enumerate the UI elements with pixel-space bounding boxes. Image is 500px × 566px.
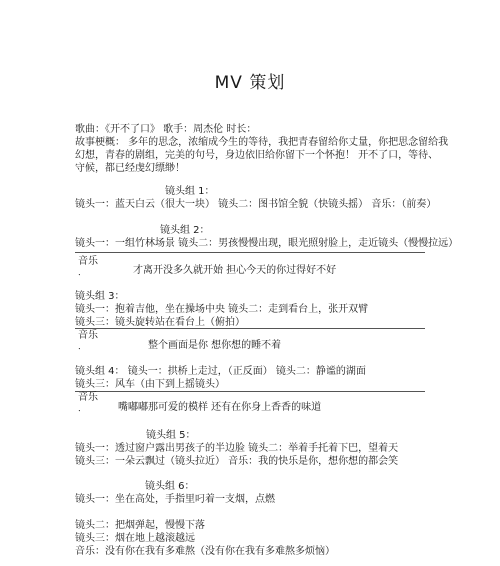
group2-lyric: 才离开没多久就开始 担心今天的你过得好不好 [133, 265, 337, 276]
group3-line-2: 镜头三：镜头旋转站在看台上（俯拍） [75, 317, 245, 328]
group3-heading: 镜头组 3： [75, 291, 125, 302]
group4-line-2: 镜头三：风车（由下到上摇镜头） [75, 379, 225, 390]
group4-lyric: 嘴嘟嘟那可爱的模样 还有在你身上香香的味道 [118, 402, 322, 413]
group3-divider [75, 328, 425, 329]
group3-dot: ． [78, 342, 88, 352]
group1-heading: 镜头组 1： [165, 186, 215, 197]
group6-line-2: 镜头二：把烟弹起，慢慢下落 [75, 520, 205, 531]
group6-heading: 镜头组 6： [145, 481, 195, 492]
group3-lyric: 整个画面是你 想你想的睡不着 [148, 340, 282, 351]
group2-dot: ． [78, 268, 88, 278]
song-info-line: 歌曲：《开不了口》 歌手：周杰伦 时长： [75, 124, 257, 135]
group6-line-3: 镜头三：烟在地上越滚越远 [75, 533, 195, 544]
group6-line-1: 镜头一：坐在高处，手指里叼着一支烟，点燃 [75, 494, 275, 505]
group2-music-label: 音乐 [78, 256, 98, 267]
story-line-1: 故事梗概： 多年的思念，浓缩成今生的等待，我把青春留给你丈量，你把思念留给我 [75, 137, 449, 148]
story-line-2: 幻想，青春的剧组，完美的句号，身边依旧给你留下一个怀抱！ 开不了口，等待、 [75, 150, 439, 161]
group5-heading: 镜头组 5： [146, 430, 196, 441]
page-title: MV 策划 [214, 73, 286, 93]
group2-heading: 镜头组 2： [160, 225, 210, 236]
group5-line-2: 镜头三：一朵云飘过（镜头拉近） 音乐：我的快乐是你，想你想的都会笑 [75, 456, 399, 467]
group2-line: 镜头一：一组竹林场景 镜头二：男孩慢慢出现，眼光照射脸上，走近镜头（慢慢拉远） [75, 238, 459, 249]
story-line-3: 守候，都已经虔幻缥缈！ [75, 163, 185, 174]
group4-dot: ． [78, 404, 88, 414]
group4-divider [75, 391, 425, 392]
group3-music-label: 音乐 [78, 330, 98, 341]
group2-divider [75, 252, 425, 253]
group4-line-1: 镜头组 4： 镜头一：拱桥上走过，（正反面） 镜头二：静谧的湖面 [75, 366, 366, 377]
group6-line-4: 音乐：没有你在我有多难熬（没有你在我有多难熬多烦恼） [75, 546, 335, 557]
group3-line-1: 镜头一：抱着吉他，坐在操场中央 镜头二：走到看台上，张开双臂 [75, 304, 369, 315]
group1-line: 镜头一：蓝天白云（很大一块） 镜头二：图书馆全貌（快镜头摇） 音乐：（前奏） [75, 199, 437, 210]
group5-line-1: 镜头一：透过窗户露出男孩子的半边脸 镜头二：举着手托着下巴，望着天 [75, 443, 399, 454]
group4-music-label: 音乐 [78, 392, 98, 403]
